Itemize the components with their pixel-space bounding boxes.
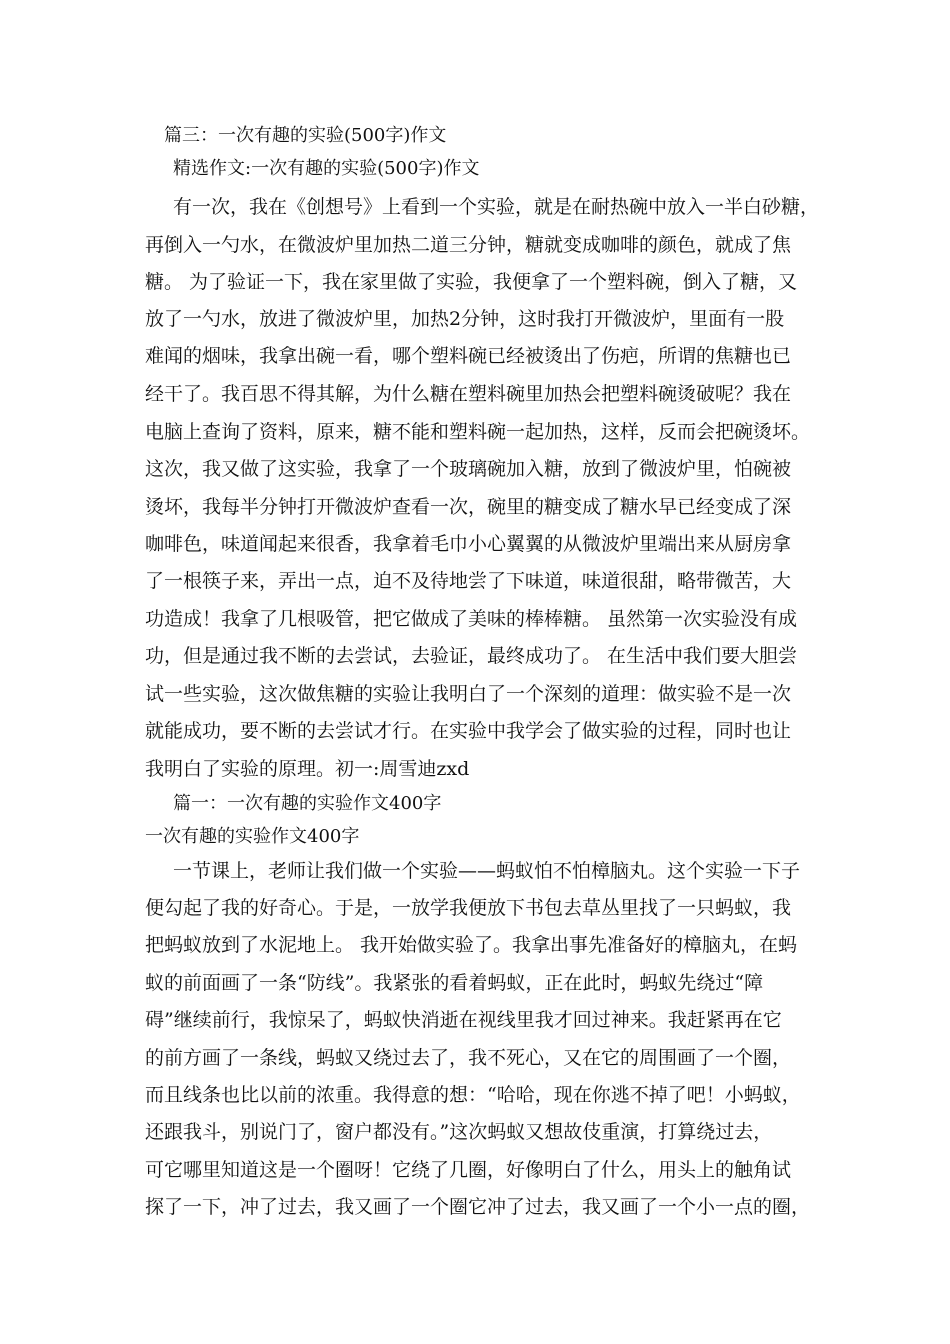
paragraph-line: 碍”继续前行，我惊呆了，蚂蚁快消逝在视线里我才回过神来。我赶紧再在它	[145, 1009, 782, 1031]
paragraph-line: 的前方画了一条线，蚂蚁又绕过去了，我不死心，又在它的周围画了一个圈，	[145, 1047, 792, 1069]
paragraph-line: 这次，我又做了这实验，我拿了一个玻璃碗加入糖，放到了微波炉里，怕碗被	[145, 458, 792, 480]
paragraph-line: 烫坏，我每半分钟打开微波炉查看一次，碗里的糖变成了糖水早已经变成了深	[145, 496, 792, 518]
paragraph-line: 可它哪里知道这是一个圈呀！它绕了几圈，好像明白了什么，用头上的触角试	[145, 1159, 792, 1181]
paragraph-line: 蚁的前面画了一条“防线”。我紧张的看着蚂蚁，正在此时，蚂蚁先绕过“障	[145, 972, 764, 994]
paragraph-line: 咖啡色，味道闻起来很香，我拿着毛巾小心翼翼的从微波炉里端出来从厨房拿	[145, 533, 792, 555]
paragraph-line: 便勾起了我的好奇心。于是，一放学我便放下书包去草丛里找了一只蚂蚁，我	[145, 897, 792, 919]
paragraph-line: 把蚂蚁放到了水泥地上。 我开始做实验了。我拿出事先准备好的樟脑丸，在蚂	[145, 934, 798, 956]
paragraph-line: 试一些实验，这次做焦糖的实验让我明白了一个深刻的道理：做实验不是一次	[145, 683, 792, 705]
paragraph-line: 而且线条也比以前的浓重。我得意的想：“哈哈，现在你逃不掉了吧！小蚂蚁，	[145, 1084, 801, 1106]
paragraph-line: 糖。 为了验证一下，我在家里做了实验，我便拿了一个塑料碗，倒入了糖，又	[145, 271, 798, 293]
paragraph-line: 功，但是通过我不断的去尝试，去验证，最终成功了。 在生活中我们要大胆尝	[145, 645, 798, 667]
paragraph-line: 放了一勺水，放进了微波炉里，加热2分钟，这时我打开微波炉，里面有一股	[145, 308, 785, 330]
paragraph-line: 我明白了实验的原理。初一:周雪迪zxd	[145, 758, 470, 780]
section-3-subheading: 精选作文:一次有趣的实验(500字)作文	[173, 158, 480, 179]
section-3-heading: 篇三：一次有趣的实验(500字)作文	[164, 125, 447, 146]
paragraph-line: 功造成！我拿了几根吸管，把它做成了美味的棒棒糖。 虽然第一次实验没有成	[145, 608, 798, 630]
paragraph-line: 就能成功，要不断的去尝试才行。在实验中我学会了做实验的过程，同时也让	[145, 720, 792, 742]
section-1-subheading: 一次有趣的实验作文400字	[145, 826, 360, 847]
paragraph-line: 了一根筷子来，弄出一点，迫不及待地尝了下味道，味道很甜，略带微苦，大	[145, 570, 792, 592]
paragraph-line: 一节课上，老师让我们做一个实验——蚂蚁怕不怕樟脑丸。这个实验一下子	[173, 860, 801, 882]
paragraph-line: 电脑上查询了资料，原来，糖不能和塑料碗一起加热，这样，反而会把碗烫坏。	[145, 421, 811, 443]
paragraph-line: 还跟我斗，别说门了，窗户都没有。”这次蚂蚁又想故伎重演，打算绕过去，	[145, 1121, 773, 1143]
paragraph-line: 难闻的烟味，我拿出碗一看，哪个塑料碗已经被烫出了伤疤，所谓的焦糖也已	[145, 345, 792, 367]
paragraph-line: 有一次，我在《创想号》上看到一个实验，就是在耐热碗中放入一半白砂糖，	[173, 196, 820, 218]
paragraph-line: 再倒入一勺水，在微波炉里加热二道三分钟，糖就变成咖啡的颜色，就成了焦	[145, 234, 792, 256]
paragraph-line: 探了一下，冲了过去，我又画了一个圈它冲了过去，我又画了一个小一点的圈，	[145, 1196, 811, 1218]
paragraph-line: 经干了。我百思不得其解，为什么糖在塑料碗里加热会把塑料碗烫破呢？我在	[145, 383, 792, 405]
section-1-heading: 篇一：一次有趣的实验作文400字	[173, 793, 442, 814]
